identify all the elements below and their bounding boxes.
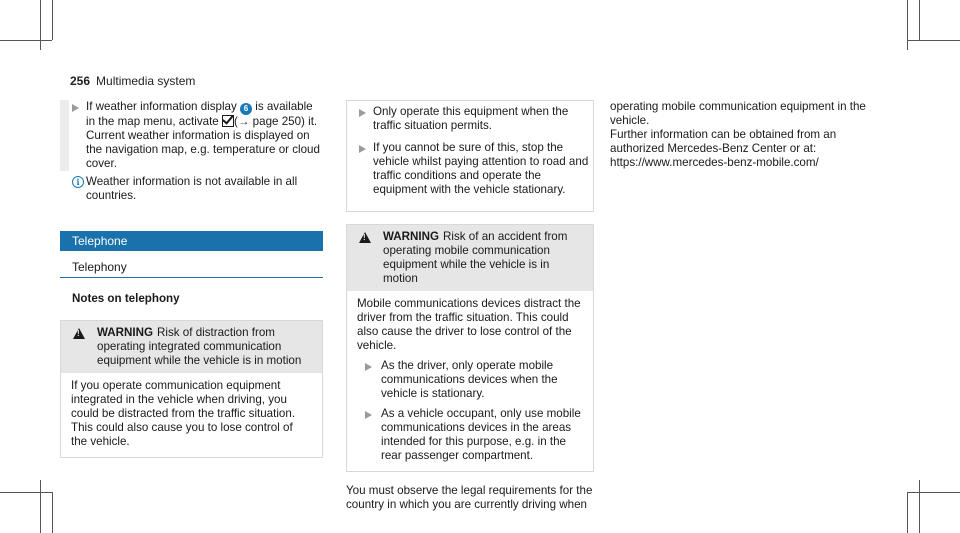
- crop-mark: [908, 492, 960, 493]
- crop-mark: [919, 480, 920, 533]
- sub-heading: Telephony: [60, 255, 323, 278]
- crop-mark: [0, 492, 52, 493]
- body-text: operating mobile communication equipment in the vehicle. Further information can be obtained from an authorized Mercedes-Benz Center or at: https://www.mercedes-benz-mobile.com/: [610, 100, 870, 170]
- column-right: [610, 100, 870, 170]
- crop-mark: [919, 0, 920, 40]
- warning-body: If you operate communication equipment integrated in the vehicle when driving, you could be distracted from the traffic situation. This could also cause you to lose control of the vehicle.: [71, 379, 296, 448]
- bullet-arrow-icon: [359, 109, 366, 117]
- warning-title: WARNING: [97, 326, 154, 339]
- list-item: As a vehicle occupant, only use mobile communications devices in the areas intended for this purpose, e.g. in the rear passenger compartment.: [357, 407, 583, 463]
- list-item: Only operate this equipment when the traffic situation permits.: [347, 105, 593, 133]
- crop-mark: [40, 0, 41, 50]
- page-number: 256: [70, 74, 91, 88]
- bullet-text: If weather information display 6 is available in the map menu, activate (→ page 250) it.: [86, 100, 318, 128]
- notes-heading: Notes on telephony: [72, 292, 180, 305]
- crop-mark: [908, 40, 960, 41]
- warning-icon: [359, 232, 371, 243]
- section-bar: Telephone: [60, 231, 323, 251]
- warning-header: [347, 225, 593, 291]
- crop-mark: [52, 0, 53, 40]
- crop-mark: [907, 492, 908, 533]
- warning-box: [346, 224, 594, 472]
- warning-text: Risk of distraction from operating integrated communication equipment while the vehicle is in motion: [97, 326, 302, 367]
- crop-mark: [0, 40, 52, 41]
- bullet-arrow-icon: [359, 145, 366, 153]
- bullet-arrow-icon: [365, 363, 372, 371]
- warning-text: Risk of an accident from operating mobile communication equipment while the vehicle is in motion: [383, 230, 568, 285]
- crop-mark: [40, 480, 41, 533]
- column-middle: [346, 100, 594, 512]
- warning-icon: [73, 328, 85, 339]
- bullet-arrow-icon: [72, 104, 79, 112]
- warning-title: WARNING: [383, 230, 440, 243]
- list-item: If you cannot be sure of this, stop the vehicle whilst paying attention to road and traffic conditions and operate the equipment with the vehicle stationary.: [347, 141, 593, 197]
- list-item: As the driver, only operate mobile communications devices when the vehicle is stationary.: [357, 359, 583, 401]
- crop-mark: [52, 492, 53, 533]
- bullet-arrow-icon: [365, 411, 372, 419]
- body-text: You must observe the legal requirements for the country in which you are currently driving when: [346, 484, 593, 511]
- column-left: [60, 100, 323, 458]
- info-note: i Weather information is not available in all countries.: [60, 175, 323, 203]
- bullet-subtext: Current weather information is displayed on the navigation map, e.g. temperature or cloud cover.: [86, 129, 320, 170]
- crop-mark: [907, 0, 908, 50]
- url-link[interactable]: https://www.mercedes-benz-mobile.com/: [610, 156, 819, 169]
- checkbox-icon: [222, 115, 234, 127]
- warning-continuation: [346, 100, 594, 212]
- warning-box: [60, 320, 323, 458]
- warning-header: [61, 321, 322, 373]
- info-icon: i: [72, 176, 84, 188]
- display-number-badge: 6: [240, 103, 252, 115]
- page-header: [70, 74, 195, 88]
- list-item: [60, 100, 323, 171]
- section-title: Multimedia system: [96, 74, 196, 88]
- warning-body: Mobile communications devices distract the driver from the traffic situation. This could also cause the driver to lose control of the vehicle. As the driver, only operate mobile communications devices when the vehicle is stationary. As a vehicle occupant, only use mobile communications devices in the areas intended for this purpose, e.g. in the rear passenger compartment.: [347, 291, 593, 471]
